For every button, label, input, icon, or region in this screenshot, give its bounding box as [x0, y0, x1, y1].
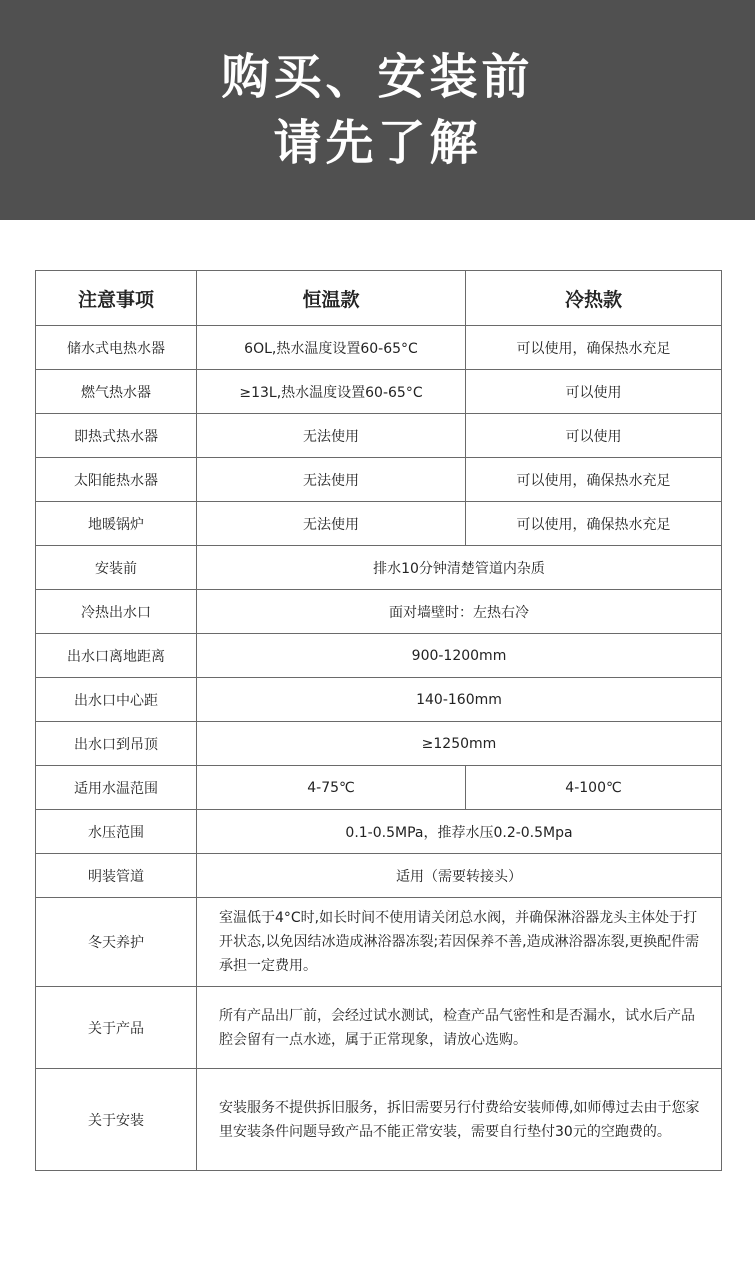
- cell-thermostatic: ≥13L,热水温度设置60-65°C: [197, 370, 466, 414]
- cell-merged: ≥1250mm: [197, 722, 722, 766]
- cell-merged: 900-1200mm: [197, 634, 722, 678]
- header-title-line2: 请先了解: [273, 115, 482, 171]
- cell-merged: 排水10分钟清楚管道内杂质: [197, 546, 722, 590]
- table-row: [36, 898, 722, 987]
- column-header-notes: 注意事项: [36, 271, 197, 326]
- cell-thermostatic: 无法使用: [197, 414, 466, 458]
- row-label: 水压范围: [36, 810, 197, 854]
- header-title-line1: 购买、安装前: [221, 49, 534, 105]
- row-label: 关于产品: [36, 987, 197, 1069]
- cell-thermostatic: 无法使用: [197, 458, 466, 502]
- cell-merged-paragraph: 安装服务不提供拆旧服务，拆旧需要另行付费给安装师傅,如师傅过去由于您家里安装条件问题导致产品不能正常安装，需要自行垫付30元的空跑费的。: [197, 1069, 722, 1171]
- table-row: [36, 810, 722, 854]
- table-row: [36, 634, 722, 678]
- row-label: 储水式电热水器: [36, 326, 197, 370]
- row-label: 太阳能热水器: [36, 458, 197, 502]
- cell-thermostatic: 6OL,热水温度设置60-65°C: [197, 326, 466, 370]
- row-label: 冷热出水口: [36, 590, 197, 634]
- table-row: [36, 854, 722, 898]
- table-row: [36, 502, 722, 546]
- table-header-row: [36, 271, 722, 326]
- row-label: 安装前: [36, 546, 197, 590]
- row-label: 适用水温范围: [36, 766, 197, 810]
- table-row: [36, 458, 722, 502]
- row-label: 地暖锅炉: [36, 502, 197, 546]
- header-banner: [0, 0, 755, 220]
- cell-merged: 适用（需要转接头）: [197, 854, 722, 898]
- row-label: 出水口离地距离: [36, 634, 197, 678]
- cell-thermostatic: 无法使用: [197, 502, 466, 546]
- row-label: 出水口到吊顶: [36, 722, 197, 766]
- table-row: [36, 722, 722, 766]
- cell-merged: 140-160mm: [197, 678, 722, 722]
- row-label: 即热式热水器: [36, 414, 197, 458]
- row-label: 关于安装: [36, 1069, 197, 1171]
- cell-hot-cold: 可以使用: [466, 370, 722, 414]
- row-label: 明装管道: [36, 854, 197, 898]
- cell-hot-cold: 可以使用: [466, 414, 722, 458]
- cell-hot-cold: 4-100℃: [466, 766, 722, 810]
- row-label: 燃气热水器: [36, 370, 197, 414]
- table-row: [36, 1069, 722, 1171]
- table-row: [36, 414, 722, 458]
- table-row: [36, 326, 722, 370]
- table-row: [36, 987, 722, 1069]
- column-header-hot-cold: 冷热款: [466, 271, 722, 326]
- table-row: [36, 370, 722, 414]
- cell-thermostatic: 4-75℃: [197, 766, 466, 810]
- table-row: [36, 546, 722, 590]
- spec-table: [35, 270, 722, 1171]
- table-row: [36, 590, 722, 634]
- cell-hot-cold: 可以使用，确保热水充足: [466, 502, 722, 546]
- cell-merged: 0.1-0.5MPa，推荐水压0.2-0.5Mpa: [197, 810, 722, 854]
- column-header-thermostatic: 恒温款: [197, 271, 466, 326]
- cell-hot-cold: 可以使用，确保热水充足: [466, 458, 722, 502]
- table-row: [36, 766, 722, 810]
- cell-hot-cold: 可以使用，确保热水充足: [466, 326, 722, 370]
- cell-merged-paragraph: 室温低于4°C时,如长时间不使用请关闭总水阀，并确保淋浴器龙头主体处于打开状态,以免因结冰造成淋浴器冻裂;若因保养不善,造成淋浴器冻裂,更换配件需承担一定费用。: [197, 898, 722, 987]
- cell-merged: 面对墙壁时：左热右冷: [197, 590, 722, 634]
- cell-merged-paragraph: 所有产品出厂前，会经过试水测试，检查产品气密性和是否漏水，试水后产品腔会留有一点水迹，属于正常现象，请放心选购。: [197, 987, 722, 1069]
- row-label: 出水口中心距: [36, 678, 197, 722]
- table-row: [36, 678, 722, 722]
- row-label: 冬天养护: [36, 898, 197, 987]
